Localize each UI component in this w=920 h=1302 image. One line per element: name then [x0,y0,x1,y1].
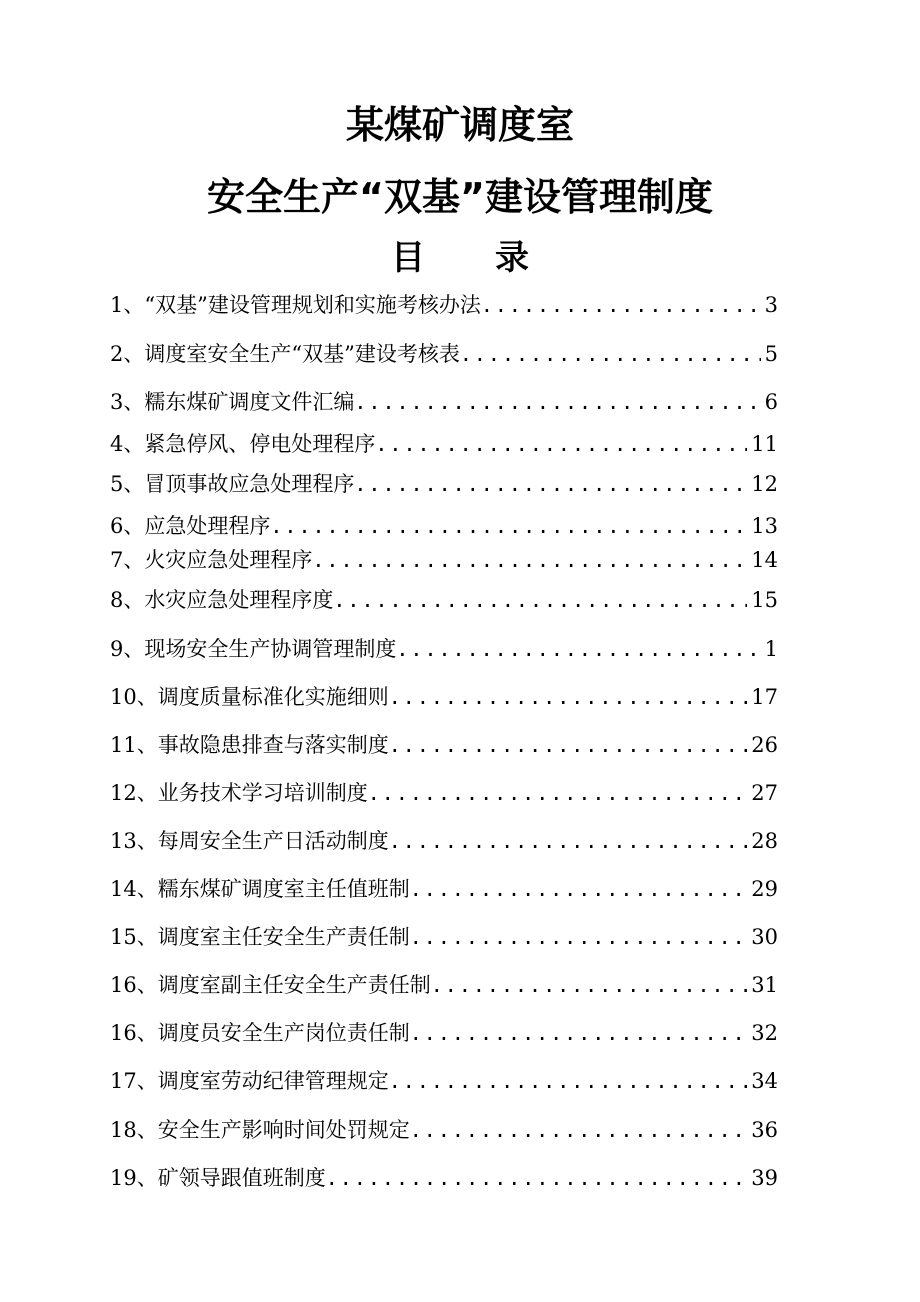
toc-entry-label: 3、糯东煤矿调度文件汇编 [110,390,355,414]
toc-entry-label: 5、冒顶事故应急处理程序 [110,472,355,496]
toc-entry [110,467,778,501]
toc-entry-label: 15、调度室主任安全生产责任制 [110,925,410,949]
toc-entry-label: 16、调度员安全生产岗位责任制 [110,1021,410,1045]
toc-entry-label: 4、紧急停风、停电处理程序 [110,432,376,456]
toc-entry [110,427,778,461]
toc-entry [110,509,778,543]
toc-leader-dots [389,1064,748,1098]
toc-entry-label: 10、调度质量标准化实施细则 [110,685,389,709]
toc-leader-dots [460,337,761,371]
toc-entry-label: 13、每周安全生产日活动制度 [110,829,389,853]
toc-entry-page: 11 [751,432,778,456]
toc-leader-dots [396,632,760,666]
toc-leader-dots [431,968,748,1002]
toc-leader-dots [354,385,760,419]
toc-entry-page: 30 [751,925,778,949]
toc-entry-page: 13 [751,514,778,538]
toc-entry [110,385,778,419]
toc-entry [110,920,778,954]
toc-leader-dots [333,583,747,617]
toc-entry [110,1161,778,1195]
toc-leader-dots [410,1113,748,1147]
toc-entry-label: 1、“双基”建设管理规划和实施考核办法 [110,293,481,317]
toc-entry-page: 26 [751,733,778,757]
toc-entry-label: 11、事故隐患排查与落实制度 [110,733,389,757]
toc-leader-dots [389,824,748,858]
document-title-line1: 某煤矿调度室 [345,103,574,147]
toc-entry [110,728,778,762]
toc-entry-page: 5 [764,342,778,366]
toc-leader-dots [368,776,748,810]
toc-entry-page: 15 [751,588,778,612]
toc-entry-page: 32 [751,1021,778,1045]
toc-entry-label: 17、调度室劳动纪律管理规定 [110,1069,389,1093]
toc-entry-label: 9、现场安全生产协调管理制度 [110,637,397,661]
toc-leader-dots [481,288,761,322]
toc-entry [110,1113,778,1147]
toc-leader-dots [410,920,748,954]
toc-leader-dots [389,728,748,762]
toc-entry-page: 17 [751,685,778,709]
toc-entry-label: 7、火灾应急处理程序 [110,548,313,572]
toc-entry-page: 3 [764,293,778,317]
toc-entry-page: 27 [751,781,778,805]
toc-entry [110,680,778,714]
toc-entry-label: 2、调度室安全生产“双基”建设考核表 [110,342,460,366]
toc-entry-page: 31 [751,973,778,997]
toc-entry-page: 1 [764,637,778,661]
toc-entry-page: 12 [751,472,778,496]
toc-entry [110,288,778,322]
toc-entry [110,968,778,1002]
toc-leader-dots [326,1161,748,1195]
toc-entry-label: 19、矿领导跟值班制度 [110,1166,326,1190]
toc-entry-page: 14 [751,548,778,572]
toc-entry [110,872,778,906]
toc-entry-label: 14、糯东煤矿调度室主任值班制 [110,877,410,901]
toc-entry-page: 36 [751,1118,778,1142]
toc-entry-label: 18、安全生产影响时间处罚规定 [110,1118,410,1142]
toc-entry-page: 29 [751,877,778,901]
toc-leader-dots [410,1016,748,1050]
toc-entry [110,1064,778,1098]
toc-entry-page: 39 [751,1166,778,1190]
toc-entry-label: 12、业务技术学习培训制度 [110,781,368,805]
toc-entry-label: 8、水灾应急处理程序度 [110,588,334,612]
toc-entry-label: 6、应急处理程序 [110,514,271,538]
document-title-line2: 安全生产“双基”建设管理制度 [207,175,713,219]
toc-entry-label: 16、调度室副主任安全生产责任制 [110,973,431,997]
toc-entry [110,583,778,617]
toc-entry [110,632,778,666]
toc-leader-dots [270,509,747,543]
toc-entry [110,337,778,371]
toc-entry-page: 28 [751,829,778,853]
toc-leader-dots [389,680,748,714]
toc-entry [110,543,778,577]
toc-entry-page: 34 [751,1069,778,1093]
toc-entry-page: 6 [764,390,778,414]
toc-entry [110,776,778,810]
toc-leader-dots [354,467,747,501]
toc-entry [110,824,778,858]
toc-leader-dots [375,427,747,461]
toc-heading: 目录 [391,238,599,278]
toc-leader-dots [410,872,748,906]
toc-leader-dots [312,543,747,577]
toc-entry [110,1016,778,1050]
